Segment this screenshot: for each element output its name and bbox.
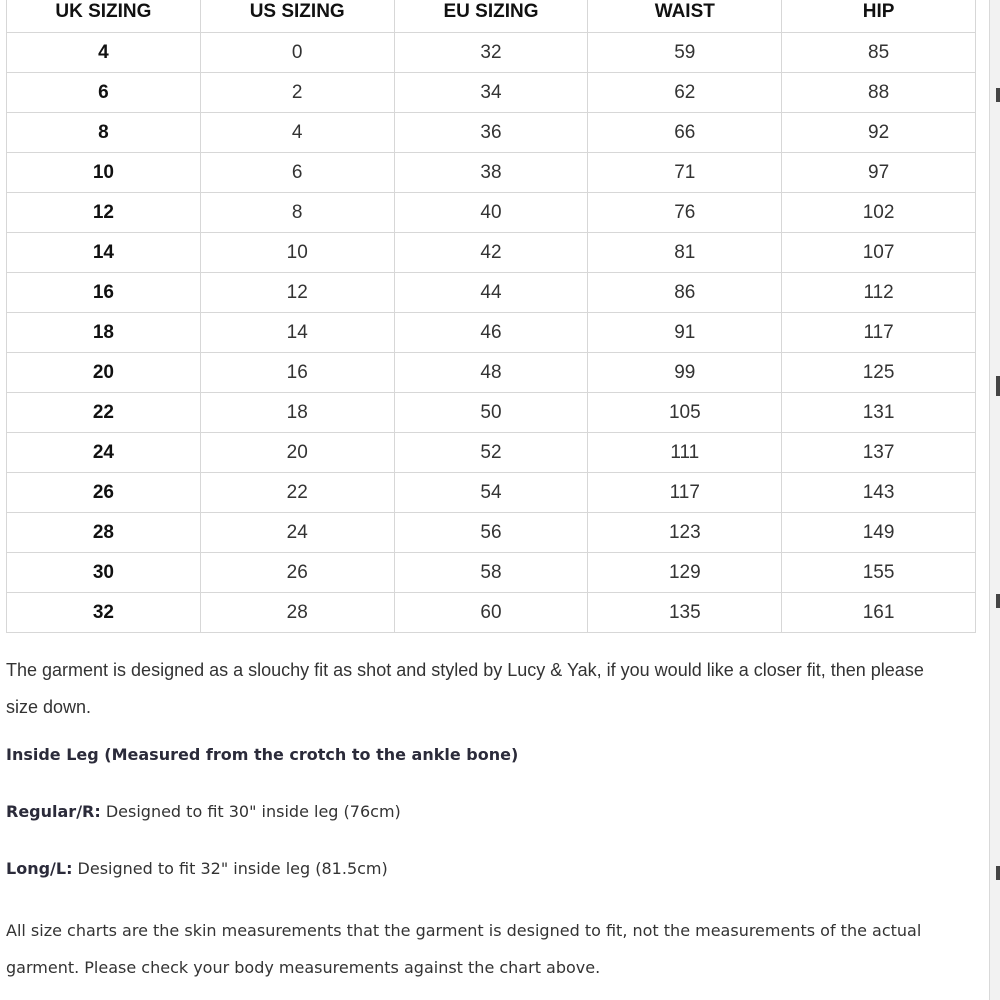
cell-us: 18 (200, 393, 394, 433)
cell-waist: 86 (588, 273, 782, 313)
cell-us: 22 (200, 473, 394, 513)
cell-hip: 102 (782, 193, 976, 233)
cell-waist: 76 (588, 193, 782, 233)
scrollbar-track[interactable] (989, 0, 1000, 1000)
cell-waist: 99 (588, 353, 782, 393)
long-fit-label: Long/L: (6, 859, 73, 878)
cell-eu: 44 (394, 273, 588, 313)
cell-waist: 91 (588, 313, 782, 353)
table-header-row (7, 0, 976, 33)
cell-uk: 28 (7, 513, 201, 553)
cell-waist: 66 (588, 113, 782, 153)
regular-fit-text: Designed to fit 30" inside leg (76cm) (100, 802, 401, 821)
cell-us: 24 (200, 513, 394, 553)
column-header-eu: EU SIZING (394, 0, 588, 33)
cell-eu: 36 (394, 113, 588, 153)
cell-hip: 143 (782, 473, 976, 513)
scroll-marker (996, 88, 1000, 102)
table-row (7, 153, 976, 193)
cell-eu: 32 (394, 33, 588, 73)
cell-us: 14 (200, 313, 394, 353)
regular-fit-line (6, 799, 956, 825)
column-header-uk: UK SIZING (7, 0, 201, 33)
scroll-marker (996, 866, 1000, 880)
cell-uk: 10 (7, 153, 201, 193)
cell-eu: 38 (394, 153, 588, 193)
cell-waist: 111 (588, 433, 782, 473)
cell-hip: 137 (782, 433, 976, 473)
cell-eu: 50 (394, 393, 588, 433)
table-row (7, 393, 976, 433)
table-row (7, 273, 976, 313)
cell-uk: 16 (7, 273, 201, 313)
cell-eu: 52 (394, 433, 588, 473)
cell-waist: 105 (588, 393, 782, 433)
table-row (7, 473, 976, 513)
cell-hip: 155 (782, 553, 976, 593)
cell-eu: 40 (394, 193, 588, 233)
cell-waist: 62 (588, 73, 782, 113)
cell-uk: 12 (7, 193, 201, 233)
cell-eu: 54 (394, 473, 588, 513)
cell-us: 0 (200, 33, 394, 73)
cell-eu: 46 (394, 313, 588, 353)
cell-uk: 30 (7, 553, 201, 593)
cell-us: 6 (200, 153, 394, 193)
cell-uk: 20 (7, 353, 201, 393)
table-row (7, 33, 976, 73)
cell-us: 2 (200, 73, 394, 113)
cell-eu: 48 (394, 353, 588, 393)
scroll-marker (996, 594, 1000, 608)
long-fit-line (6, 856, 956, 882)
size-chart-body (7, 33, 976, 633)
cell-uk: 24 (7, 433, 201, 473)
table-row (7, 313, 976, 353)
skin-measurements-note: All size charts are the skin measurements that the garment is designed to fit, not the measurements of the actual garment. Please check your body measurements against the chart above. (6, 921, 922, 977)
cell-hip: 131 (782, 393, 976, 433)
cell-waist: 135 (588, 593, 782, 633)
cell-waist: 59 (588, 33, 782, 73)
size-chart-table (6, 0, 976, 633)
cell-hip: 97 (782, 153, 976, 193)
cell-hip: 88 (782, 73, 976, 113)
cell-hip: 161 (782, 593, 976, 633)
table-row (7, 233, 976, 273)
cell-waist: 129 (588, 553, 782, 593)
cell-hip: 125 (782, 353, 976, 393)
cell-hip: 112 (782, 273, 976, 313)
sizing-notes (6, 652, 956, 986)
cell-us: 4 (200, 113, 394, 153)
cell-eu: 58 (394, 553, 588, 593)
cell-us: 8 (200, 193, 394, 233)
cell-uk: 14 (7, 233, 201, 273)
column-header-us: US SIZING (200, 0, 394, 33)
column-header-waist: WAIST (588, 0, 782, 33)
cell-uk: 8 (7, 113, 201, 153)
cell-uk: 4 (7, 33, 201, 73)
cell-uk: 18 (7, 313, 201, 353)
cell-uk: 32 (7, 593, 201, 633)
cell-uk: 6 (7, 73, 201, 113)
cell-waist: 81 (588, 233, 782, 273)
table-row (7, 73, 976, 113)
table-row (7, 433, 976, 473)
table-row (7, 553, 976, 593)
scroll-marker (996, 376, 1000, 396)
table-row (7, 113, 976, 153)
cell-us: 26 (200, 553, 394, 593)
cell-waist: 71 (588, 153, 782, 193)
cell-eu: 56 (394, 513, 588, 553)
cell-waist: 123 (588, 513, 782, 553)
cell-hip: 107 (782, 233, 976, 273)
table-row (7, 193, 976, 233)
cell-hip: 149 (782, 513, 976, 553)
cell-hip: 117 (782, 313, 976, 353)
long-fit-text: Designed to fit 32" inside leg (81.5cm) (72, 859, 388, 878)
cell-uk: 26 (7, 473, 201, 513)
cell-eu: 34 (394, 73, 588, 113)
table-row (7, 353, 976, 393)
cell-eu: 60 (394, 593, 588, 633)
regular-fit-label: Regular/R: (6, 802, 101, 821)
slouchy-fit-note: The garment is designed as a slouchy fit as shot and styled by Lucy & Yak, if you would like a closer fit, then please size down. (6, 660, 924, 717)
cell-us: 10 (200, 233, 394, 273)
inside-leg-heading: Inside Leg (Measured from the crotch to the ankle bone) (6, 745, 519, 764)
table-row (7, 593, 976, 633)
cell-hip: 85 (782, 33, 976, 73)
column-header-hip: HIP (782, 0, 976, 33)
cell-uk: 22 (7, 393, 201, 433)
cell-us: 16 (200, 353, 394, 393)
cell-waist: 117 (588, 473, 782, 513)
cell-us: 28 (200, 593, 394, 633)
cell-us: 12 (200, 273, 394, 313)
cell-us: 20 (200, 433, 394, 473)
table-row (7, 513, 976, 553)
cell-eu: 42 (394, 233, 588, 273)
cell-hip: 92 (782, 113, 976, 153)
